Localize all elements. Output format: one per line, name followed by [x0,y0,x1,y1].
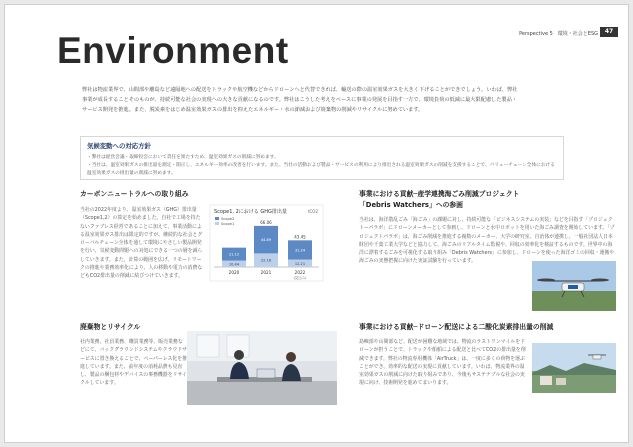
delivery-heading: 事業における貢献─ドローン配送による二酸化炭素排出量の削減 [359,323,554,331]
climate-policy-heading: 気候変動への対応方針 [87,142,151,150]
ghg-bar-chart [210,205,323,281]
total-label-2021: 66.06 [260,219,272,225]
legend-swatch-scope2 [215,217,219,220]
label-scope1-2020: 10.44 [228,262,240,267]
drone-photo [532,261,616,311]
page-title: Environment [57,30,289,71]
delivery-body: 島嶼部や山間部など、配送が困難な地域では、物流のラストワンマイルをドローンが担うことで、トラックや船舶による配送と比べてCO2の排出量を削減できます。弊社の物流専用機体「AirTruck」は、一度に多くの荷物を運ぶことができ、効率的な配送の実現に貢献しています。いわば、物流業界の温室効果ガスの削減に向けた取り組みであり、今後もサステナブルな社会の実現に向け、技術開発を進めてまいります。 [359,339,526,387]
office-photo [187,331,337,405]
delivery-photo-illustration [532,343,616,393]
page-number: 47 [600,27,618,37]
tick-note-2022: (見込み) [293,276,307,280]
delivery-photo [532,343,616,393]
label-scope2-2022: 31.24 [294,248,306,253]
waste-heading: 廃棄物とリサイクル [80,323,141,331]
climate-policy-line-1: ・弊社は経営会議・取締役会において責任を果たすため、温室効果ガスの削減に努めます。 [87,155,279,160]
label-scope2-2021: 44.89 [260,238,272,243]
legend-label-scope1: Scope1 [221,222,235,226]
label-scope1-2022: 12.21 [294,261,306,266]
page [4,4,629,443]
intro-paragraph: 弊社は物流業界で、山間部や離島など遠隔地への配送をトラックや航空機などからドローンへと代替できれば、輸送の際の温室効果ガスを大きく下げることができでしょう。いわば、弊社事業が成長することそのものが、持続可能な社会の実現への大きな貢献になるのです。弊社はこうした考えをベースに事業の発展を目指す一方で、環境負荷の低減に最大限配慮した製品・サービス開発を推進。また、脱炭素をはじめ温室効果ガスの排出を抑えたエネルギー・水の節減および廃棄物の削減やリサイクルに努めています。 [82,87,518,113]
climate-policy-line-2: ・当社は、温室効果ガスの排出量を測定・開示し、エネルギー効率の改善を行います。また、当社の活動および製品・サービスの利用により排出される温室効果ガスの削減を支援することで、バリューチェーン全体における温室効果ガスの排出量の削減に努めます。 [87,163,555,176]
total-label-2022: 43.45 [294,234,306,240]
legend-swatch-scope1 [215,222,219,225]
waste-body: 社内業務、社員業務、購買業務等、販売業務などにて、バックグラウンドシステムやクラウドサービスに置き換えることで、ペーパーレス化を推進しています。また、前年度の消耗品費も見直し、製品の梱包材やデバイスの事務機器をリサイクルしています。 [80,339,188,387]
tick-label-2021: 2021 [260,270,272,275]
carbon-body: 当社の2022年度より、温室効果ガス（GHG）排出量（Scope1,2）の算定を始めました。自社で工場を持たないファブレス経営であることに加えて、事業活動による温室効果ガス排出は限定的ですが、継続的な社会とグローバルチェーン全体を通して環境にやさしい製品開発を行い、気候変動問題への対処にできる一つの層を減らしていきます。また、計算の範囲を広げ、リモートワークの推進や業務効率化により、人の移動や電力の消費などもCO2排出量の削減に結びつけていきます。 [80,207,203,280]
tick-label-2022: 2022 [294,270,306,275]
debris-heading-line-1: 事業における貢献─産学連携海ごみ削減プロジェクト [359,190,520,198]
chart-unit: tCO2 [307,209,318,214]
drone-photo-illustration [532,261,616,311]
office-photo-illustration [187,331,337,405]
legend-label-scope2: Scope2 [221,217,235,221]
debris-heading-line-2: 「Debris Watchers」への参画 [359,201,463,209]
running-header: Perspective 5 環境・社会とESG [519,31,598,37]
debris-body-a: 当社は、海洋散乱ごみ「海ごみ」の課題に対し、持続可能な「ビジネスシステムの実装」などを目指す「プロジェクトーパラボ」にドローンメーカーとして参画し、ドローンと水中ロボットを用いた海ごみ調査を開始しています。「プロジェクトパラボ」は、海ごみ削減を推進する複数のメーカー、大学の研究室、自治体が連携し、一般社団法人日本財団や千葉工業大学などと協力して、海ごみのリアルタイム監視や、回収の効率化を検証するものです。世界中の海洋に漂着するごみを可視化する取り組み「Debris Watchers」に参加し、ドローンを使った海洋ゴミの回収・運搬や海ごみの実態把握に向けた実証試験を行っています。 [359,217,615,265]
label-scope2-2020: 21.12 [228,252,240,257]
climate-policy-box [80,136,564,180]
chart-title: Scope1, 2における GHG排出量 [214,209,287,215]
ghg-chart-svg [210,205,323,281]
label-scope1-2021: 22.16 [260,258,272,263]
tick-label-2020: 2020 [228,270,240,275]
carbon-heading: カーボンニュートラルへの取り組み [80,190,189,198]
